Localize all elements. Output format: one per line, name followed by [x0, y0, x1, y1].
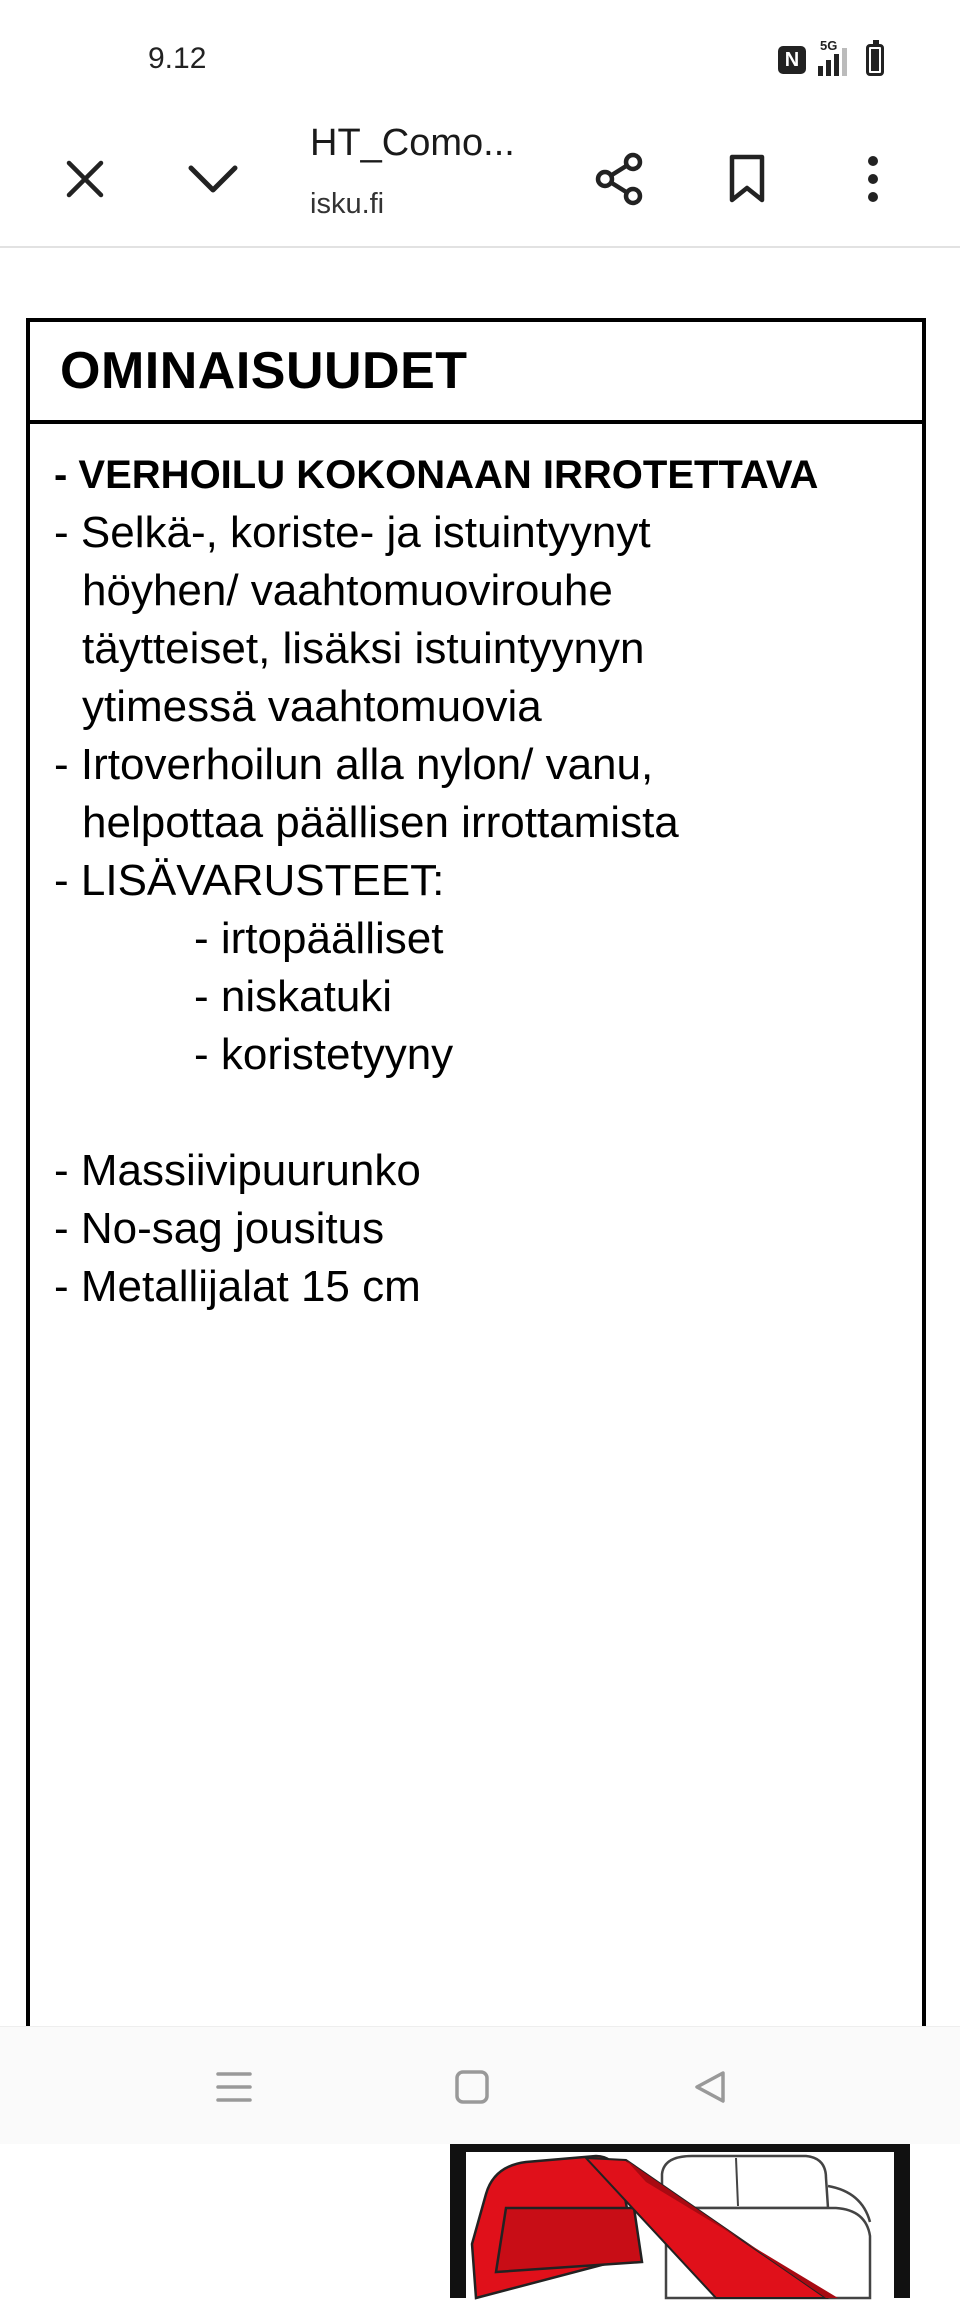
spacer [54, 1084, 922, 1142]
features-box [26, 318, 926, 2118]
accessory-line: - niskatuki [194, 972, 393, 1021]
document-viewer[interactable] [0, 250, 960, 2026]
close-button[interactable] [50, 144, 120, 214]
feature-line: - No-sag jousitus [54, 1204, 385, 1253]
status-icons [778, 38, 884, 78]
bookmark-button[interactable] [712, 144, 782, 214]
feature-line: ytimessä vaahtomuovia [82, 682, 542, 731]
browser-header [0, 110, 960, 248]
home-square-icon [454, 2069, 490, 2105]
features-list [30, 424, 922, 1316]
feature-line: - Massiivipuurunko [54, 1146, 421, 1195]
signal-icon [818, 38, 854, 76]
share-icon [593, 152, 645, 206]
feature-line: - Metallijalat 15 cm [54, 1262, 421, 1311]
page-domain[interactable]: isku.fi [310, 188, 385, 220]
features-heading: OMINAISUUDET [60, 342, 468, 400]
sofa-cover-icon [466, 2152, 894, 2298]
share-button[interactable] [584, 144, 654, 214]
status-time: 9.12 [148, 42, 207, 75]
collapse-button[interactable] [178, 144, 248, 214]
accessory-line: - irtopäälliset [194, 914, 444, 963]
menu-icon [216, 2070, 252, 2104]
nfc-icon: N [778, 46, 806, 74]
system-nav-bar [0, 2026, 960, 2144]
chevron-down-icon [187, 162, 239, 196]
page-title[interactable]: HT_Como... [310, 122, 515, 164]
feature-line: helpottaa päällisen irrottamista [82, 798, 679, 847]
more-icon [866, 155, 880, 203]
sofa-illustration [466, 2152, 894, 2298]
features-heading-row [30, 322, 922, 424]
back-triangle-icon [693, 2069, 727, 2105]
feature-line: - LISÄVARUSTEET: [54, 856, 445, 905]
home-button[interactable] [442, 2057, 502, 2117]
feature-line: - Irtoverhoilun alla nylon/ vanu, [54, 740, 654, 789]
accessory-line: - koristetyyny [194, 1030, 454, 1079]
battery-icon [866, 44, 884, 76]
feature-line: höyhen/ vaahtomuovirouhe [82, 566, 613, 615]
feature-line: - VERHOILU KOKONAAN IRROTETTAVA [54, 453, 819, 497]
more-options-button[interactable] [838, 144, 908, 214]
back-button[interactable] [680, 2057, 740, 2117]
close-icon [63, 157, 107, 201]
recent-apps-button[interactable] [204, 2057, 264, 2117]
feature-line: täytteiset, lisäksi istuintyynyn [82, 624, 645, 673]
status-bar [0, 0, 960, 110]
network-label: 5G [820, 38, 838, 53]
bookmark-icon [727, 154, 767, 204]
feature-line: - Selkä-, koriste- ja istuintyynyt [54, 508, 651, 557]
